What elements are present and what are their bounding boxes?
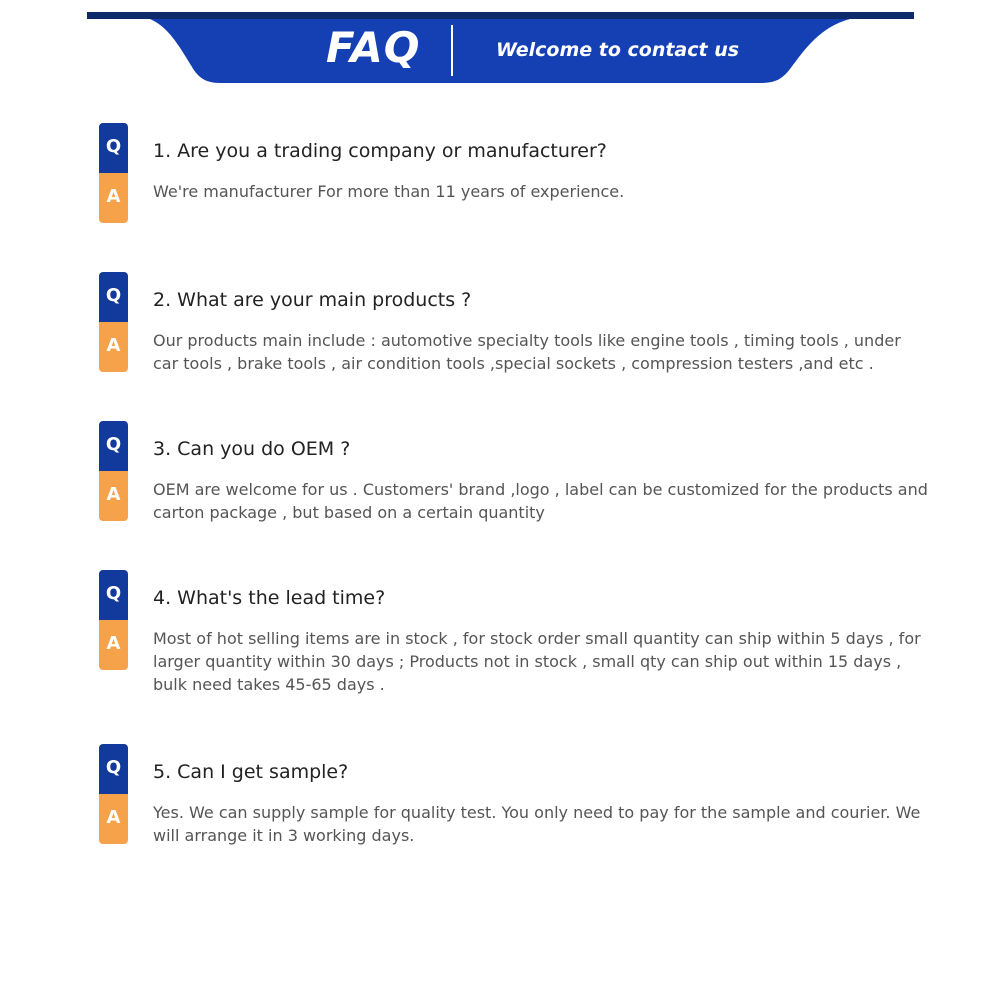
faq-answer: Most of hot selling items are in stock , for stock order small quantity can ship within 5 days , for larger quantity within 30 days ; Products not in stock , small qty can ship out within 15 days , bulk need takes 45-65 days . — [153, 629, 921, 694]
answer-badge: A — [99, 471, 128, 521]
question-badge: Q — [99, 570, 128, 620]
banner-divider — [451, 25, 453, 76]
faq-answer: We're manufacturer For more than 11 years of experience. — [153, 182, 625, 201]
question-badge: Q — [99, 123, 128, 173]
faq-question: 4. What's the lead time? — [153, 587, 386, 609]
answer-badge: A — [99, 173, 128, 223]
answer-badge: A — [99, 620, 128, 670]
faq-banner — [150, 19, 850, 83]
header-top-bar — [87, 12, 914, 19]
answer-badge: A — [99, 794, 128, 844]
page-title: FAQ — [326, 23, 421, 72]
faq-question: 2. What are your main products ? — [153, 289, 472, 311]
faq-answer: OEM are welcome for us . Customers' brand ,logo , label can be customized for the products and carton package , but based on a certain quantity — [153, 480, 928, 522]
faq-question: 1. Are you a trading company or manufacturer? — [153, 140, 607, 162]
question-badge: Q — [99, 744, 128, 794]
page-subtitle: Welcome to contact us — [496, 39, 740, 61]
faq-question: 3. Can you do OEM ? — [153, 438, 351, 460]
answer-badge: A — [99, 322, 128, 372]
question-badge: Q — [99, 272, 128, 322]
question-badge: Q — [99, 421, 128, 471]
faq-question: 5. Can I get sample? — [153, 761, 349, 783]
faq-answer: Our products main include : automotive specialty tools like engine tools , timing tools , under car tools , brake tools , air condition tools ,special sockets , compression testers ,and etc . — [153, 331, 901, 373]
faq-answer: Yes. We can supply sample for quality test. You only need to pay for the sample and courier. We will arrange it in 3 working days. — [153, 803, 921, 845]
